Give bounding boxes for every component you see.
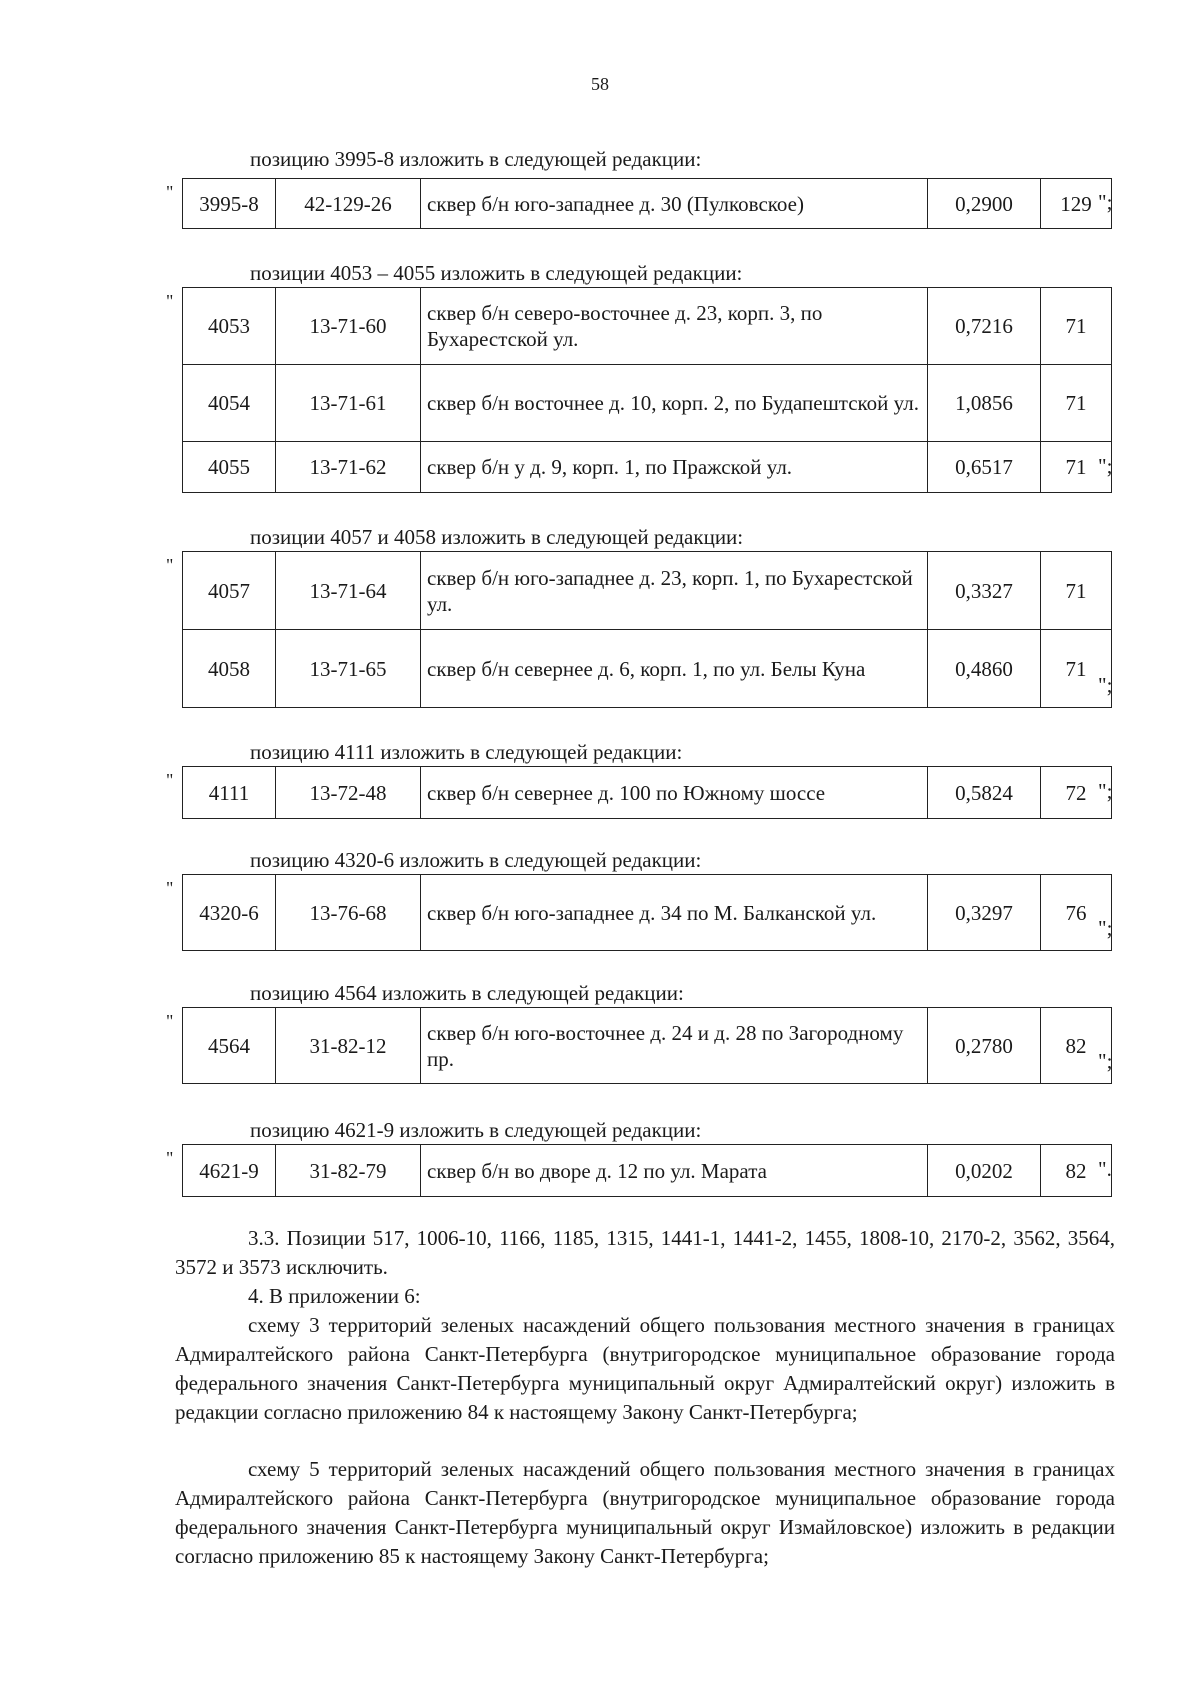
description-cell: сквер б/н севернее д. 100 по Южному шоссе (421, 767, 928, 819)
description-cell: сквер б/н юго-восточнее д. 24 и д. 28 по Загородному пр. (421, 1008, 928, 1084)
description-cell: сквер б/н во дворе д. 12 по ул. Марата (421, 1145, 928, 1197)
table-row (183, 179, 1112, 229)
registry-code-cell: 42-129-26 (276, 179, 421, 229)
area-cell: 0,0202 (928, 1145, 1041, 1197)
description-cell: сквер б/н северо-восточнее д. 23, корп. 3, по Бухарестской ул. (421, 288, 928, 365)
block-cell: 71 (1041, 288, 1112, 365)
registry-code-cell: 13-72-48 (276, 767, 421, 819)
position-number-cell: 4111 (183, 767, 276, 819)
block-cell: 129 (1041, 179, 1112, 229)
paragraph-scheme-5: схему 5 территорий зеленых насаждений общего пользования местного значения в границах Адмиралтейского района Санкт-Петербурга (внутригородское муниципальное образование города федерального значения Санкт-Петербурга муниципальный округ Измайловское) изложить в редакции согласно приложению 85 к настоящему Закону Санкт-Петербурга; (175, 1457, 1115, 1568)
closing-quote: "; (1098, 190, 1113, 214)
positions-table (182, 551, 1112, 708)
position-number-cell: 4055 (183, 442, 276, 493)
position-number-cell: 4320-6 (183, 875, 276, 951)
area-cell: 0,7216 (928, 288, 1041, 365)
opening-quote: " (166, 182, 174, 202)
positions-table (182, 287, 1112, 493)
amendment-heading: позиции 4057 и 4058 изложить в следующей редакции: (250, 525, 744, 549)
table-row (183, 630, 1112, 708)
position-number-cell: 4053 (183, 288, 276, 365)
description-cell: сквер б/н юго-западнее д. 23, корп. 1, по Бухарестской ул. (421, 552, 928, 630)
opening-quote: " (166, 291, 174, 311)
description-cell: сквер б/н у д. 9, корп. 1, по Пражской ул. (421, 442, 928, 493)
opening-quote: " (166, 878, 174, 898)
registry-code-cell: 13-71-64 (276, 552, 421, 630)
area-cell: 0,6517 (928, 442, 1041, 493)
paragraph-appendix-6: 4. В приложении 6: (248, 1284, 421, 1308)
opening-quote: " (166, 1011, 174, 1031)
block-cell: 82 (1041, 1008, 1112, 1084)
block-cell: 71 (1041, 630, 1112, 708)
area-cell: 0,2900 (928, 179, 1041, 229)
block-cell: 71 (1041, 442, 1112, 493)
closing-quote: "; (1098, 673, 1113, 697)
positions-table (182, 1144, 1112, 1197)
table-row (183, 1145, 1112, 1197)
registry-code-cell: 13-71-60 (276, 288, 421, 365)
table-row (183, 442, 1112, 493)
position-number-cell: 4621-9 (183, 1145, 276, 1197)
area-cell: 0,5824 (928, 767, 1041, 819)
opening-quote: " (166, 770, 174, 790)
closing-quote: "; (1098, 453, 1113, 478)
closing-quote: ". (1098, 1157, 1112, 1181)
registry-code-cell: 13-71-62 (276, 442, 421, 493)
area-cell: 0,2780 (928, 1008, 1041, 1084)
amendment-heading: позицию 4621-9 изложить в следующей редакции: (250, 1118, 702, 1142)
registry-code-cell: 13-76-68 (276, 875, 421, 951)
position-number-cell: 4054 (183, 365, 276, 442)
description-cell: сквер б/н севернее д. 6, корп. 1, по ул. Белы Куна (421, 630, 928, 708)
description-cell: сквер б/н восточнее д. 10, корп. 2, по Будапештской ул. (421, 365, 928, 442)
opening-quote: " (166, 555, 174, 575)
paragraph-scheme-3: схему 3 территорий зеленых насаждений общего пользования местного значения в границах Адмиралтейского района Санкт-Петербурга (внутригородское муниципальное образование города федерального значения Санкт-Петербурга муниципальный округ Адмиралтейский округ) изложить в редакции согласно приложению 84 к настоящему Закону Санкт-Петербурга; (175, 1313, 1115, 1424)
opening-quote: " (166, 1148, 174, 1168)
closing-quote: "; (1098, 1049, 1113, 1073)
block-cell: 72 (1041, 767, 1112, 819)
positions-table (182, 766, 1112, 819)
table-row (183, 875, 1112, 951)
page-number: 58 (591, 74, 609, 94)
positions-table (182, 1007, 1112, 1084)
table-row (183, 288, 1112, 365)
amendment-heading: позицию 4111 изложить в следующей редакции: (250, 740, 683, 764)
block-cell: 82 (1041, 1145, 1112, 1197)
positions-table (182, 178, 1112, 229)
area-cell: 0,4860 (928, 630, 1041, 708)
positions-table (182, 874, 1112, 951)
description-cell: сквер б/н юго-западнее д. 30 (Пулковское) (421, 179, 928, 229)
position-number-cell: 4564 (183, 1008, 276, 1084)
position-number-cell: 4057 (183, 552, 276, 630)
paragraph-exclusions: 3.3. Позиции 517, 1006-10, 1166, 1185, 1315, 1441-1, 1441-2, 1455, 1808-10, 2170-2, 3562, 3564, 3572 и 3573 исключить. (175, 1226, 1115, 1279)
block-cell: 71 (1041, 552, 1112, 630)
area-cell: 1,0856 (928, 365, 1041, 442)
registry-code-cell: 13-71-65 (276, 630, 421, 708)
description-cell: сквер б/н юго-западнее д. 34 по М. Балканской ул. (421, 875, 928, 951)
closing-quote: "; (1098, 916, 1113, 940)
table-row (183, 767, 1112, 819)
area-cell: 0,3327 (928, 552, 1041, 630)
closing-quote: "; (1098, 779, 1113, 803)
area-cell: 0,3297 (928, 875, 1041, 951)
table-row (183, 552, 1112, 630)
amendment-heading: позицию 4564 изложить в следующей редакции: (250, 981, 684, 1005)
registry-code-cell: 31-82-12 (276, 1008, 421, 1084)
registry-code-cell: 13-71-61 (276, 365, 421, 442)
table-row (183, 365, 1112, 442)
registry-code-cell: 31-82-79 (276, 1145, 421, 1197)
amendment-heading: позицию 4320-6 изложить в следующей редакции: (250, 848, 702, 872)
position-number-cell: 3995-8 (183, 179, 276, 229)
block-cell: 76 (1041, 875, 1112, 951)
table-row (183, 1008, 1112, 1084)
amendment-heading: позиции 4053 – 4055 изложить в следующей редакции: (250, 261, 743, 285)
amendment-heading: позицию 3995-8 изложить в следующей редакции: (250, 147, 702, 171)
position-number-cell: 4058 (183, 630, 276, 708)
block-cell: 71 (1041, 365, 1112, 442)
